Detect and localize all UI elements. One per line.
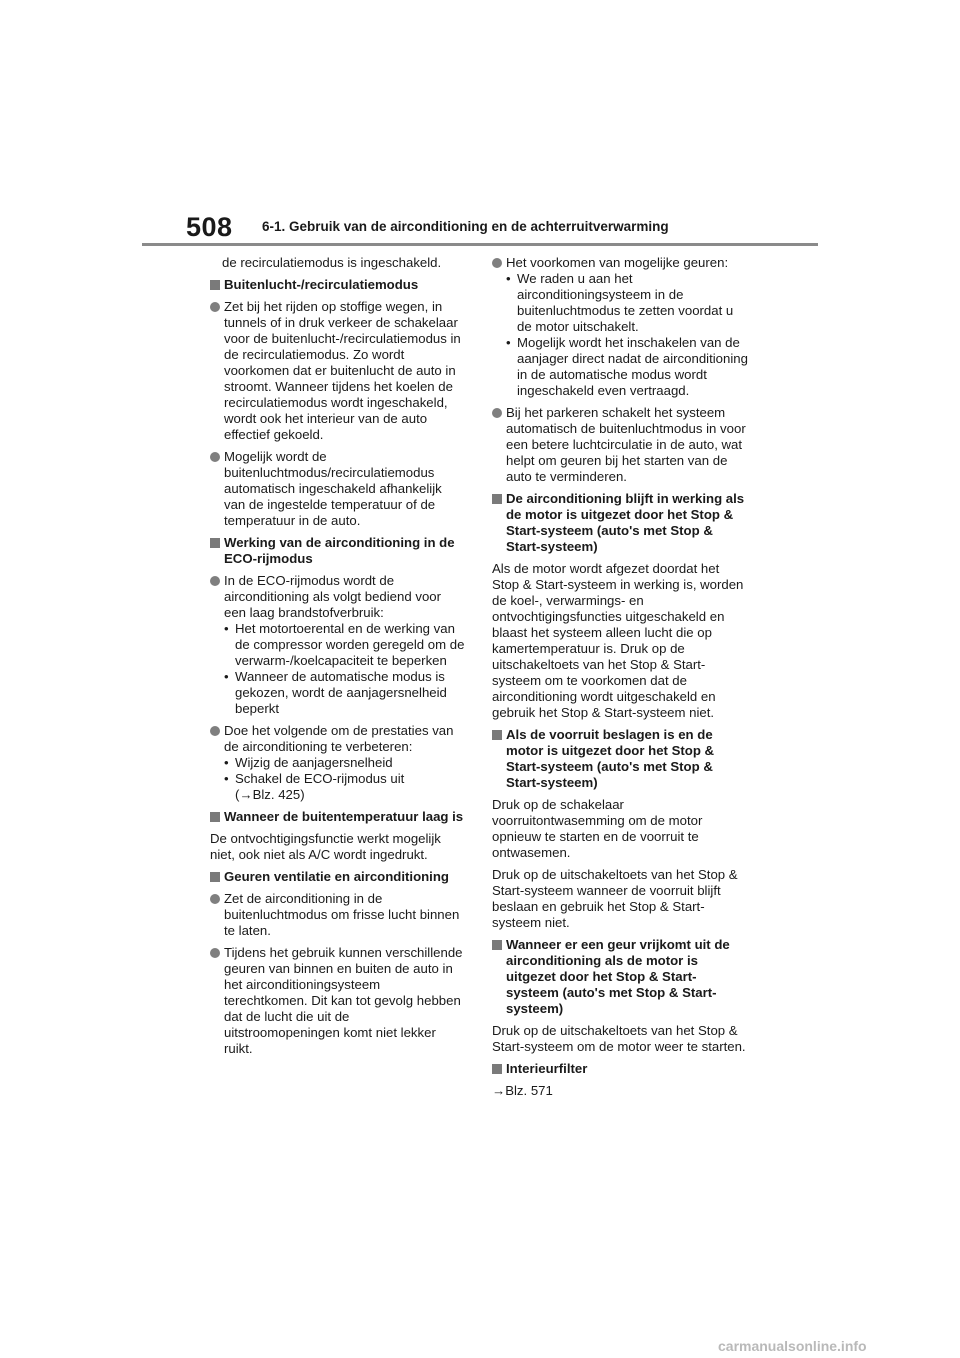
- heading-odours: Geuren ventilatie en airconditioning: [210, 869, 466, 885]
- sub-item: • Wanneer de automatische modus is gekozen, wordt de aanjagersnelheid beperkt: [224, 669, 447, 716]
- heading-stop-start: De airconditioning blijft in werking als de motor is uitgezet door het Stop & Start-systeem (auto's met Stop & Start-systeem): [492, 491, 748, 555]
- square-bullet-icon: [210, 872, 220, 882]
- sub-item: • Mogelijk wordt het inschakelen van de aanjager direct nadat de airconditioning in de automatische modus wordt ingeschakeld even vertraagd.: [506, 335, 748, 398]
- heading-fogged-windshield: Als de voorruit beslagen is en de motor is uitgezet door het Stop & Start-systeem (auto's met Stop & Start-systeem): [492, 727, 748, 791]
- bullet-auto-switch: Mogelijk wordt de buitenluchtmodus/recirculatiemodus automatisch ingeschakeld afhankelijk van de ingestelde temperatuur of de temperatuur in de auto.: [210, 449, 466, 529]
- square-bullet-icon: [210, 812, 220, 822]
- bullet-improve-performance: Doe het volgende om de prestaties van de airconditioning te verbeteren: • Wijzig de aanjagersnelheid • Schakel de ECO-rijmodus uit (→Blz. 425): [210, 723, 466, 803]
- header-rule: [142, 243, 818, 246]
- round-bullet-icon: [210, 948, 220, 958]
- bullet-parking: Bij het parkeren schakelt het systeem automatisch de buitenluchtmodus in voor een betere luchtcirculatie in de auto, wat helpt om geuren bij het starten van de auto te verminderen.: [492, 405, 748, 485]
- round-bullet-icon: [210, 726, 220, 736]
- round-bullet-icon: [210, 452, 220, 462]
- round-bullet-icon: [210, 894, 220, 904]
- left-column: [210, 255, 466, 1063]
- page-number: 508: [186, 212, 233, 242]
- bullet-fresh-air: Zet de airconditioning in de buitenluchtmodus om frisse lucht binnen te laten.: [210, 891, 466, 939]
- section-title: 6-1. Gebruik van de airconditioning en de achterruitverwarming: [262, 219, 669, 234]
- square-bullet-icon: [210, 538, 220, 548]
- sub-item: • Schakel de ECO-rijmodus uit (→Blz. 425): [224, 771, 405, 802]
- heading-eco-mode: Werking van de airconditioning in de ECO-rijmodus: [210, 535, 466, 567]
- defog-text-2: Druk op de uitschakeltoets van het Stop & Start-systeem wanneer de voorruit blijft beslaan en gebruik het Stop & Start-systeem niet.: [492, 867, 738, 930]
- odour-stop-start-text: Druk op de uitschakeltoets van het Stop & Start-systeem om de motor weer te starten.: [492, 1023, 746, 1054]
- continued-text: de recirculatiemodus is ingeschakeld.: [222, 255, 442, 270]
- bullet-dusty-roads: Zet bij het rijden op stoffige wegen, in tunnels of in druk verkeer de schakelaar voor de buitenlucht-/recirculatiemodus in de recirculatiemodus. Zo wordt voorkomen dat er buitenlucht de auto in stroomt. Wanneer tijdens het koelen de recirculatiemodus wordt ingeschakeld, wordt ook het interieur van de auto effectief gekoeld.: [210, 299, 466, 443]
- bullet-prevent-odours: Het voorkomen van mogelijke geuren: • We raden u aan het airconditioningsysteem in de buitenluchtmodus te zetten voordat u de motor uitschakelt. • Mogelijk wordt het inschakelen van de aanjager direct nadat de airconditioning in de automatische modus wordt ingeschakeld even vertraagd.: [492, 255, 748, 399]
- low-temp-text: De ontvochtigingsfunctie werkt mogelijk niet, ook niet als A/C wordt ingedrukt.: [210, 831, 441, 862]
- heading-air-mode: Buitenlucht-/recirculatiemodus: [210, 277, 466, 293]
- heading-low-temp: Wanneer de buitentemperatuur laag is: [210, 809, 466, 825]
- round-bullet-icon: [210, 302, 220, 312]
- square-bullet-icon: [210, 280, 220, 290]
- page-reference-link[interactable]: →Blz. 571: [492, 1083, 553, 1098]
- heading-cabin-filter: Interieurfilter: [492, 1061, 748, 1077]
- square-bullet-icon: [492, 494, 502, 504]
- sub-item: • Het motortoerental en de werking van de compressor worden geregeld om de verwarm-/koelcapaciteit te beperken: [224, 621, 465, 668]
- sub-item: • We raden u aan het airconditioningsysteem in de buitenluchtmodus te zetten voordat u de motor uitschakelt.: [506, 271, 734, 334]
- square-bullet-icon: [492, 940, 502, 950]
- stop-start-text: Als de motor wordt afgezet doordat het Stop & Start-systeem in werking is, worden de koel-, verwarmings- en ontvochtigingsfuncties uitgeschakeld en blaast het systeem alleen lucht die op kamertemperatuur is. Druk op de uitschakeltoets van het Stop & Start-systeem om te voorkomen dat de airconditioning wordt uitgeschakeld en gebruik het Stop & Start-systeem niet.: [492, 561, 744, 720]
- round-bullet-icon: [210, 576, 220, 586]
- bullet-odour-cause: Tijdens het gebruik kunnen verschillende geuren van binnen en buiten de auto in het airconditioningsysteem terechtkomen. Dit kan tot gevolg hebben dat de lucht die uit de uitstroomopeningen komt niet lekker ruikt.: [210, 945, 466, 1057]
- sub-item: • Wijzig de aanjagersnelheid: [224, 755, 393, 770]
- square-bullet-icon: [492, 730, 502, 740]
- right-column: [492, 255, 748, 1105]
- defog-text-1: Druk op de schakelaar voorruitontwasemming om de motor opnieuw te starten en de voorruit te ontwasemen.: [492, 797, 703, 860]
- page-reference-link[interactable]: (→Blz. 425): [235, 787, 305, 802]
- watermark: carmanualsonline.info: [718, 1338, 867, 1354]
- bullet-eco-operation: In de ECO-rijmodus wordt de airconditioning als volgt bediend voor een laag brandstofverbruik: • Het motortoerental en de werking van de compressor worden geregeld om de verwarm-/koelcapaciteit te beperken • Wanneer de automatische modus is gekozen, wordt de aanjagersnelheid beperkt: [210, 573, 466, 717]
- round-bullet-icon: [492, 408, 502, 418]
- round-bullet-icon: [492, 258, 502, 268]
- heading-odour-stop-start: Wanneer er een geur vrijkomt uit de airconditioning als de motor is uitgezet door het Stop & Start-systeem (auto's met Stop & Start-systeem): [492, 937, 748, 1017]
- square-bullet-icon: [492, 1064, 502, 1074]
